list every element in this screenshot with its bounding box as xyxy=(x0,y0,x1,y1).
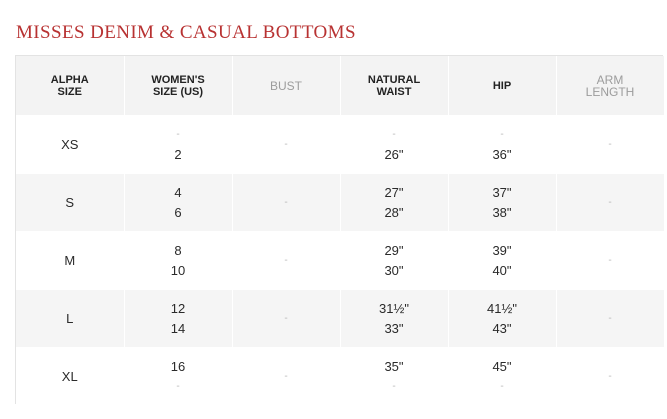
table-body xyxy=(16,116,664,406)
cell-womens-size: 8 10 xyxy=(124,232,232,290)
table-row xyxy=(16,174,664,232)
cell-hip: 45" - xyxy=(448,348,556,406)
cell-arm-length: - xyxy=(556,232,664,290)
cell-natural-waist: 31½" 33" xyxy=(340,290,448,348)
cell-hip: - 36" xyxy=(448,116,556,174)
header-alpha-size: ALPHA SIZE xyxy=(16,56,124,116)
header-bust: BUST xyxy=(232,56,340,116)
table-row xyxy=(16,348,664,406)
cell-alpha-size: L xyxy=(16,290,124,348)
table-header-row xyxy=(16,56,664,116)
table-row xyxy=(16,290,664,348)
cell-hip: 37" 38" xyxy=(448,174,556,232)
cell-alpha-size: XL xyxy=(16,348,124,406)
size-chart xyxy=(15,55,663,404)
cell-natural-waist: 35" - xyxy=(340,348,448,406)
cell-bust: - xyxy=(232,232,340,290)
size-chart-table xyxy=(16,56,665,406)
cell-arm-length: - xyxy=(556,174,664,232)
cell-hip: 41½" 43" xyxy=(448,290,556,348)
cell-alpha-size: M xyxy=(16,232,124,290)
page-title: MISSES DENIM & CASUAL BOTTOMS xyxy=(16,22,356,43)
cell-alpha-size: XS xyxy=(16,116,124,174)
cell-womens-size: 4 6 xyxy=(124,174,232,232)
table-row xyxy=(16,232,664,290)
header-natural-waist: NATURAL WAIST xyxy=(340,56,448,116)
cell-alpha-size: S xyxy=(16,174,124,232)
table-row xyxy=(16,116,664,174)
cell-arm-length: - xyxy=(556,348,664,406)
cell-bust: - xyxy=(232,174,340,232)
cell-bust: - xyxy=(232,290,340,348)
cell-natural-waist: - 26" xyxy=(340,116,448,174)
cell-arm-length: - xyxy=(556,116,664,174)
cell-bust: - xyxy=(232,116,340,174)
cell-natural-waist: 27" 28" xyxy=(340,174,448,232)
cell-bust: - xyxy=(232,348,340,406)
cell-womens-size: - 2 xyxy=(124,116,232,174)
cell-natural-waist: 29" 30" xyxy=(340,232,448,290)
cell-hip: 39" 40" xyxy=(448,232,556,290)
cell-arm-length: - xyxy=(556,290,664,348)
header-arm-length: ARM LENGTH xyxy=(556,56,664,116)
cell-womens-size: 12 14 xyxy=(124,290,232,348)
header-hip: HIP xyxy=(448,56,556,116)
cell-womens-size: 16 - xyxy=(124,348,232,406)
header-womens-size: WOMEN'S SIZE (US) xyxy=(124,56,232,116)
